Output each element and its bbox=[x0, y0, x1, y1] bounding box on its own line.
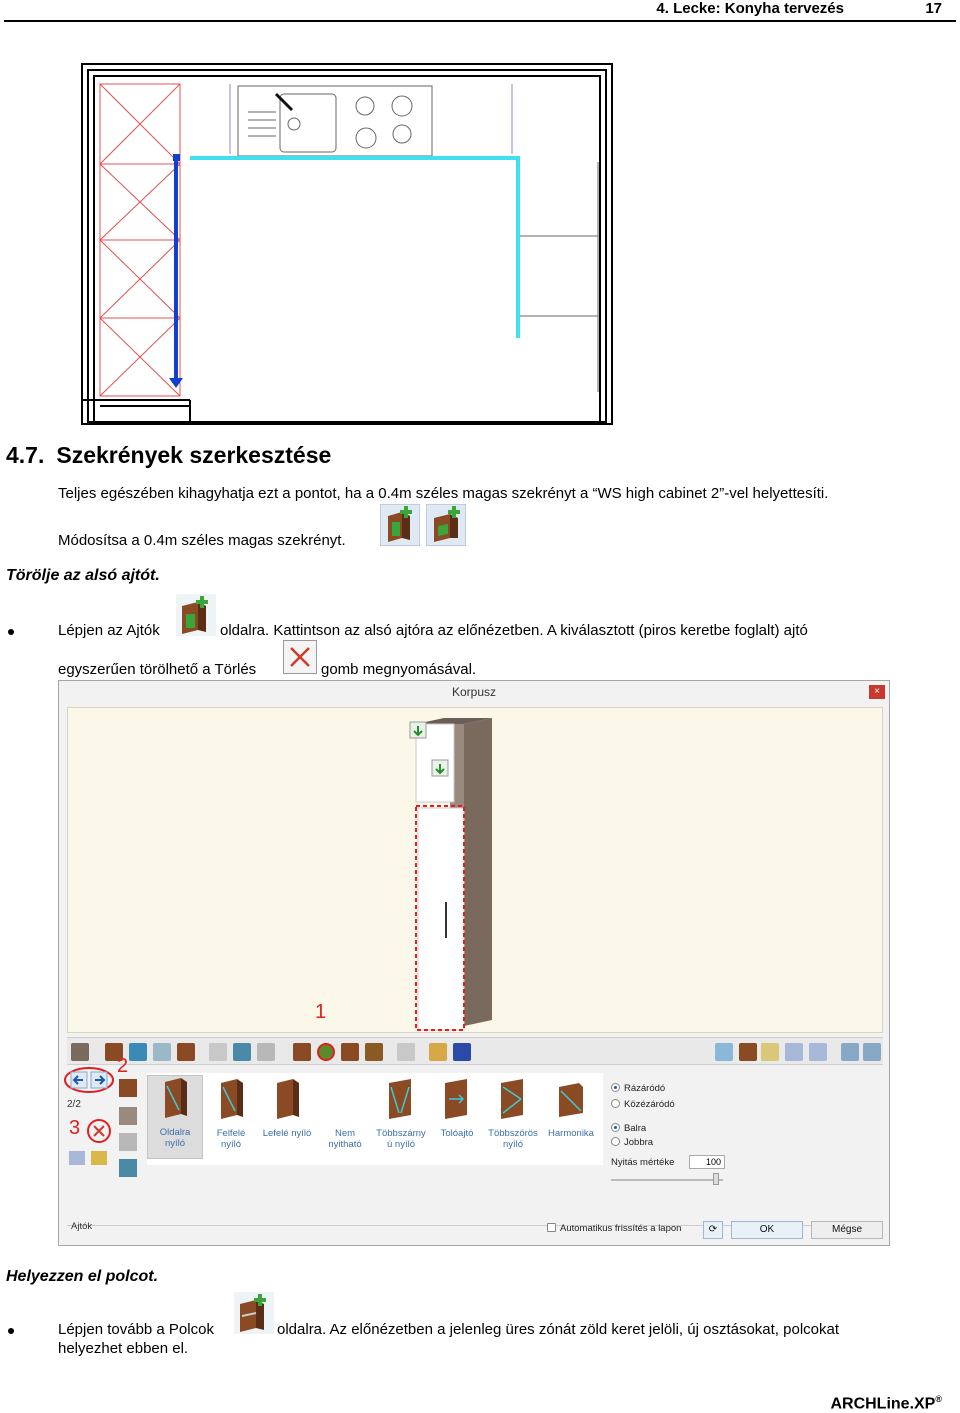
section-heading bbox=[6, 442, 343, 469]
marker-3: 3 bbox=[69, 1117, 81, 1139]
doors-tab-button[interactable] bbox=[317, 1043, 335, 1061]
toolbar-button[interactable] bbox=[341, 1043, 359, 1061]
auto-refresh-checkbox[interactable]: Automatikus frissítés a lapon bbox=[547, 1223, 681, 1234]
bullet1-part-b: oldalra. Kattintson az alsó ajtóra az előnézetben. A kiválasztott (piros keretbe foglalt) ajtó bbox=[220, 622, 808, 639]
bullet1-part-c: egyszerűen törölhető a Törlés bbox=[58, 661, 257, 678]
save-icon[interactable] bbox=[453, 1043, 471, 1061]
radio-kozezarodo[interactable]: Közézáródó bbox=[611, 1099, 675, 1110]
dialog-title: Korpusz bbox=[451, 685, 497, 699]
toolbar-button[interactable] bbox=[429, 1043, 447, 1061]
toolbar-button[interactable] bbox=[715, 1043, 733, 1061]
marker-2: 2 bbox=[117, 1055, 129, 1077]
kitchen-floor-plan bbox=[80, 62, 616, 428]
toolbar-button[interactable] bbox=[209, 1043, 227, 1061]
toolbar-button[interactable] bbox=[293, 1043, 311, 1061]
toolbar-button[interactable] bbox=[71, 1043, 89, 1061]
section-title: Szekrények szerkesztése bbox=[56, 442, 332, 468]
toolbar-button[interactable] bbox=[153, 1043, 171, 1061]
bullet-dot bbox=[8, 1328, 14, 1334]
radio-jobbra[interactable]: Jobbra bbox=[611, 1137, 653, 1148]
cabinet-3d-preview bbox=[68, 708, 884, 1034]
footer-brand bbox=[830, 1394, 942, 1413]
toolbar-button[interactable] bbox=[233, 1043, 251, 1061]
door-option[interactable]: Többszörös nyíló bbox=[485, 1077, 541, 1150]
delete-icon[interactable] bbox=[283, 640, 317, 674]
section-number: 4.7. bbox=[6, 442, 45, 468]
radio-balra[interactable]: Balra bbox=[611, 1123, 646, 1134]
page-nav-arrows[interactable] bbox=[63, 1065, 115, 1093]
header-rule bbox=[4, 20, 956, 22]
page-header bbox=[542, 0, 942, 20]
skip-note: Teljes egészében kihagyhatja ezt a pontot, ha a 0.4m széles magas szekrényt a “WS high cabinet 2”-vel helyettesíti. bbox=[58, 485, 829, 502]
bullet2-part-b: oldalra. Az előnézetben a jelenleg üres zónát zöld keret jelöli, új osztásokat, polcokat bbox=[277, 1321, 840, 1338]
side-tool-button[interactable] bbox=[119, 1159, 137, 1177]
toolbar-button[interactable] bbox=[129, 1043, 147, 1061]
ok-button[interactable]: OK bbox=[731, 1221, 803, 1239]
status-label: Ajtók bbox=[71, 1221, 93, 1232]
toolbar-button[interactable] bbox=[257, 1043, 275, 1061]
brand-name: ARCHLine.XP bbox=[830, 1395, 936, 1413]
doors-page-icon[interactable] bbox=[176, 594, 216, 636]
close-button[interactable]: × bbox=[869, 685, 885, 699]
copy-icon[interactable] bbox=[69, 1151, 85, 1165]
side-tool-button[interactable] bbox=[119, 1107, 137, 1125]
undo-icon[interactable] bbox=[785, 1043, 803, 1061]
toolbar-button[interactable] bbox=[761, 1043, 779, 1061]
zoom-out-icon[interactable] bbox=[863, 1043, 881, 1061]
korpusz-dialog bbox=[58, 680, 890, 1246]
zoom-in-icon[interactable] bbox=[841, 1043, 859, 1061]
toolbar-button[interactable] bbox=[365, 1043, 383, 1061]
door-type-options bbox=[147, 1073, 603, 1165]
chapter-title: 4. Lecke: Konyha tervezés bbox=[656, 0, 844, 17]
opening-slider-track[interactable] bbox=[611, 1179, 723, 1181]
cancel-button[interactable]: Mégse bbox=[811, 1221, 883, 1239]
opening-value-input[interactable]: 100 bbox=[689, 1155, 725, 1169]
side-tool-button[interactable] bbox=[119, 1133, 137, 1151]
bullet1-part-d: gomb megnyomásával. bbox=[321, 661, 477, 678]
side-tool-button[interactable] bbox=[119, 1079, 137, 1097]
door-option[interactable]: Tolóajtó bbox=[429, 1077, 485, 1139]
opening-label: Nyitás mértéke bbox=[611, 1157, 675, 1168]
registered-mark: ® bbox=[935, 1394, 942, 1404]
page-indicator: 2/2 bbox=[67, 1099, 81, 1110]
bullet2-part-c: helyezhet ebben el. bbox=[58, 1340, 189, 1357]
door-option[interactable]: Felfelé nyíló bbox=[203, 1077, 259, 1150]
redo-icon[interactable] bbox=[809, 1043, 827, 1061]
dialog-toolbar bbox=[67, 1037, 883, 1065]
page-number: 17 bbox=[925, 0, 942, 17]
marker-1: 1 bbox=[315, 1001, 327, 1023]
shelves-page-icon[interactable] bbox=[234, 1292, 274, 1334]
refresh-button[interactable]: ⟳ bbox=[703, 1221, 723, 1239]
door-option[interactable]: Nem nyitható bbox=[317, 1077, 373, 1150]
opening-slider-handle[interactable] bbox=[713, 1173, 719, 1185]
toolbar-button[interactable] bbox=[739, 1043, 757, 1061]
door-option[interactable]: Lefelé nyíló bbox=[259, 1077, 315, 1139]
bullet-dot bbox=[8, 629, 14, 635]
toolbar-button[interactable] bbox=[177, 1043, 195, 1061]
modify-instruction: Módosítsa a 0.4m széles magas szekrényt. bbox=[58, 532, 346, 549]
bullet1-part-a: Lépjen az Ajtók bbox=[58, 622, 160, 639]
edit-cabinet-icon[interactable] bbox=[380, 504, 420, 546]
radio-razarodo[interactable]: Rázáródó bbox=[611, 1083, 665, 1094]
door-option[interactable]: Oldalra nyíló bbox=[147, 1075, 203, 1159]
paste-icon[interactable] bbox=[91, 1151, 107, 1165]
delete-door-button[interactable] bbox=[87, 1119, 111, 1143]
cabinet-preview[interactable] bbox=[67, 707, 883, 1033]
shelf-heading: Helyezzen el polcot. bbox=[6, 1268, 159, 1285]
door-option[interactable]: Többszárny ú nyíló bbox=[373, 1077, 429, 1150]
bullet2-part-a: Lépjen tovább a Polcok bbox=[58, 1321, 214, 1338]
delete-door-heading: Törölje az alsó ajtót. bbox=[6, 567, 160, 584]
add-cabinet-icon[interactable] bbox=[426, 504, 466, 546]
toolbar-button[interactable] bbox=[397, 1043, 415, 1061]
door-option[interactable]: Harmonika bbox=[543, 1077, 599, 1139]
